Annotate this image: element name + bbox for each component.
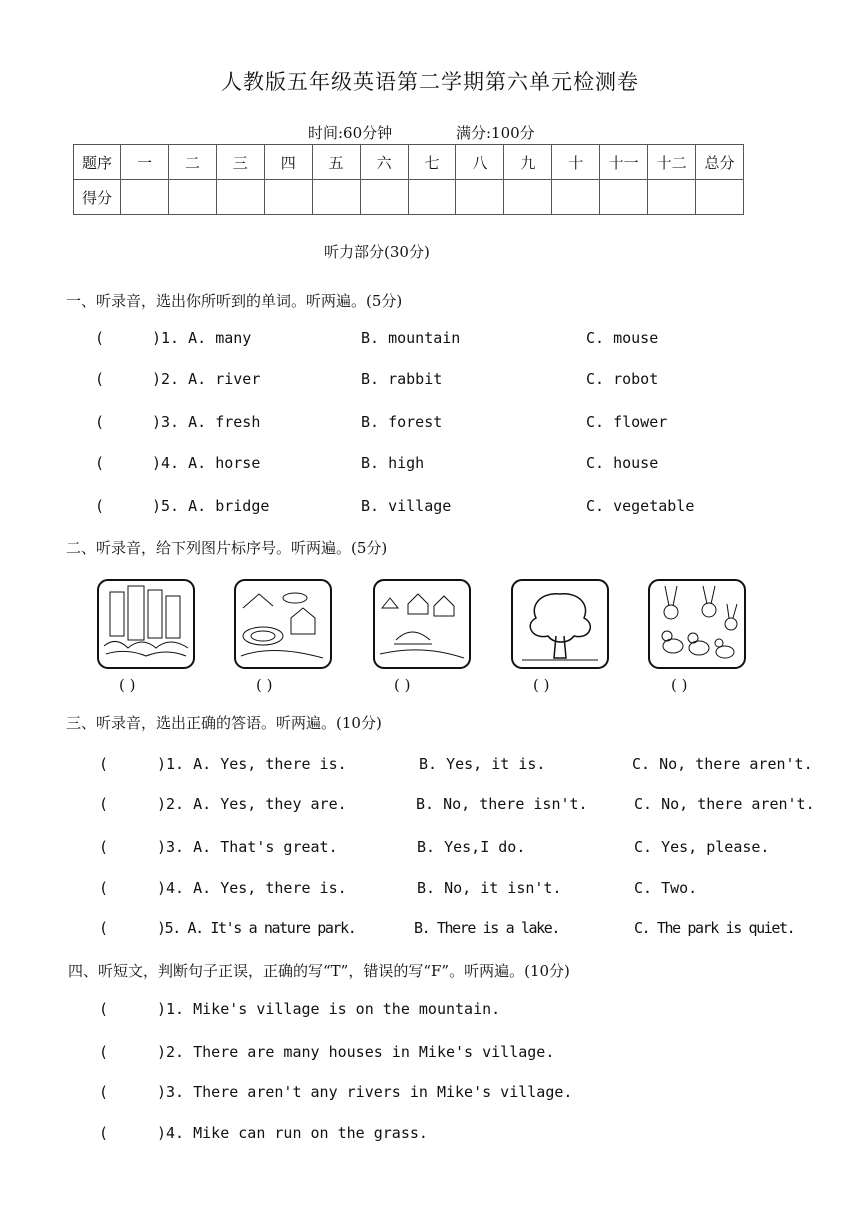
answer-blank[interactable]: ( [99, 1043, 109, 1061]
listening-section-title: 听力部分(30分) [324, 243, 430, 261]
question-option-c: C. No, there aren't. [634, 795, 815, 813]
question-option-b: B. forest [361, 413, 443, 431]
question-option-b: B. There is a lake. [414, 919, 559, 937]
answer-blank[interactable]: ( [95, 329, 105, 347]
section-3-title: 三、听录音，选出正确的答语。听两遍。(10分) [66, 714, 382, 732]
answer-blank[interactable]: ( [99, 795, 109, 813]
question-option-c: C. The park is quiet. [634, 919, 795, 937]
score-cell [408, 180, 456, 215]
time-limit: 时间:60分钟 [308, 124, 393, 142]
header-cell: 四 [264, 145, 312, 180]
header-cell: 八 [456, 145, 504, 180]
tree-icon [510, 578, 610, 670]
score-cell [168, 180, 216, 215]
answer-blank[interactable]: ( [99, 755, 109, 773]
answer-blank[interactable]: ( [99, 919, 109, 937]
score-cell [648, 180, 696, 215]
question-option-b: B. Yes, it is. [419, 755, 546, 773]
answer-blank[interactable]: ( [95, 454, 105, 472]
question-option-b: B. No, it isn't. [417, 879, 562, 897]
question-option-c: C. Yes, please. [634, 838, 770, 856]
question-option-b: B. mountain [361, 329, 461, 347]
header-cell: 三 [216, 145, 264, 180]
score-table [73, 144, 744, 215]
answer-blank[interactable]: ( [99, 1124, 109, 1142]
score-cell [121, 180, 169, 215]
question-option-c: C. Two. [634, 879, 698, 897]
answer-blank[interactable]: ( [95, 413, 105, 431]
score-cell [696, 180, 744, 215]
answer-blank[interactable]: ( [99, 879, 109, 897]
section-4-title: 四、听短文，判断句子正误，正确的写“T”，错误的写“F”。听两遍。(10分) [68, 962, 570, 980]
question-option-a: )1. A. Yes, there is. [157, 755, 347, 773]
question-option-c: C. mouse [586, 329, 659, 347]
statement-text: )4. Mike can run on the grass. [157, 1124, 428, 1142]
answer-blank[interactable]: ( [99, 1083, 109, 1101]
question-option-a: )4. A. horse [152, 454, 261, 472]
answer-blank[interactable]: ( [99, 838, 109, 856]
header-cell: 总分 [696, 145, 744, 180]
statement-text: )3. There aren't any rivers in Mike's village. [157, 1083, 573, 1101]
question-option-b: B. Yes,I do. [417, 838, 526, 856]
header-cell: 十 [552, 145, 600, 180]
question-option-a: )1. A. many [152, 329, 252, 347]
question-option-c: C. flower [586, 413, 668, 431]
question-option-a: )3. A. fresh [152, 413, 261, 431]
score-cell [312, 180, 360, 215]
lake-house-icon [233, 578, 333, 670]
question-option-a: )2. A. Yes, they are. [157, 795, 347, 813]
score-cell [504, 180, 552, 215]
header-cell: 九 [504, 145, 552, 180]
picture-answer-blank[interactable]: ( ) [256, 676, 273, 694]
picture-answer-blank[interactable]: ( ) [671, 676, 688, 694]
header-cell: 题序 [74, 145, 121, 180]
section-1-title: 一、听录音，选出你所听到的单词。听两遍。(5分) [66, 292, 403, 310]
answer-blank[interactable]: ( [95, 370, 105, 388]
header-cell: 十一 [600, 145, 648, 180]
score-cell [456, 180, 504, 215]
header-cell: 十二 [648, 145, 696, 180]
score-cell [264, 180, 312, 215]
score-cell [216, 180, 264, 215]
full-score: 满分:100分 [456, 124, 535, 142]
header-cell: 一 [121, 145, 169, 180]
picture-answer-blank[interactable]: ( ) [119, 676, 136, 694]
statement-text: )2. There are many houses in Mike's village. [157, 1043, 555, 1061]
section-2-title: 二、听录音，给下列图片标序号。听两遍。(5分) [66, 539, 388, 557]
city-buildings-icon [96, 578, 196, 670]
header-cell: 七 [408, 145, 456, 180]
question-option-a: )5. A. It's a nature park. [157, 919, 356, 937]
statement-text: )1. Mike's village is on the mountain. [157, 1000, 501, 1018]
picture-answer-blank[interactable]: ( ) [394, 676, 411, 694]
header-cell: 六 [360, 145, 408, 180]
question-option-c: C. No, there aren't. [632, 755, 813, 773]
question-option-a: )2. A. river [152, 370, 261, 388]
score-table-header-row [74, 145, 744, 180]
score-cell [552, 180, 600, 215]
question-option-c: C. robot [586, 370, 659, 388]
question-option-b: B. rabbit [361, 370, 443, 388]
question-option-c: C. house [586, 454, 659, 472]
answer-blank[interactable]: ( [95, 497, 105, 515]
page-title: 人教版五年级英语第二学期第六单元检测卷 [221, 70, 639, 94]
question-option-a: )4. A. Yes, there is. [157, 879, 347, 897]
village-bridge-icon [372, 578, 472, 670]
header-cell: 五 [312, 145, 360, 180]
score-table-score-row [74, 180, 744, 215]
question-option-a: )5. A. bridge [152, 497, 270, 515]
picture-answer-blank[interactable]: ( ) [533, 676, 550, 694]
question-option-b: B. high [361, 454, 425, 472]
score-cell [600, 180, 648, 215]
question-option-b: B. No, there isn't. [416, 795, 588, 813]
score-row-label: 得分 [74, 180, 121, 215]
rabbits-ducks-icon [647, 578, 747, 670]
answer-blank[interactable]: ( [99, 1000, 109, 1018]
score-cell [360, 180, 408, 215]
question-option-b: B. village [361, 497, 452, 515]
question-option-c: C. vegetable [586, 497, 695, 515]
question-option-a: )3. A. That's great. [157, 838, 338, 856]
header-cell: 二 [168, 145, 216, 180]
